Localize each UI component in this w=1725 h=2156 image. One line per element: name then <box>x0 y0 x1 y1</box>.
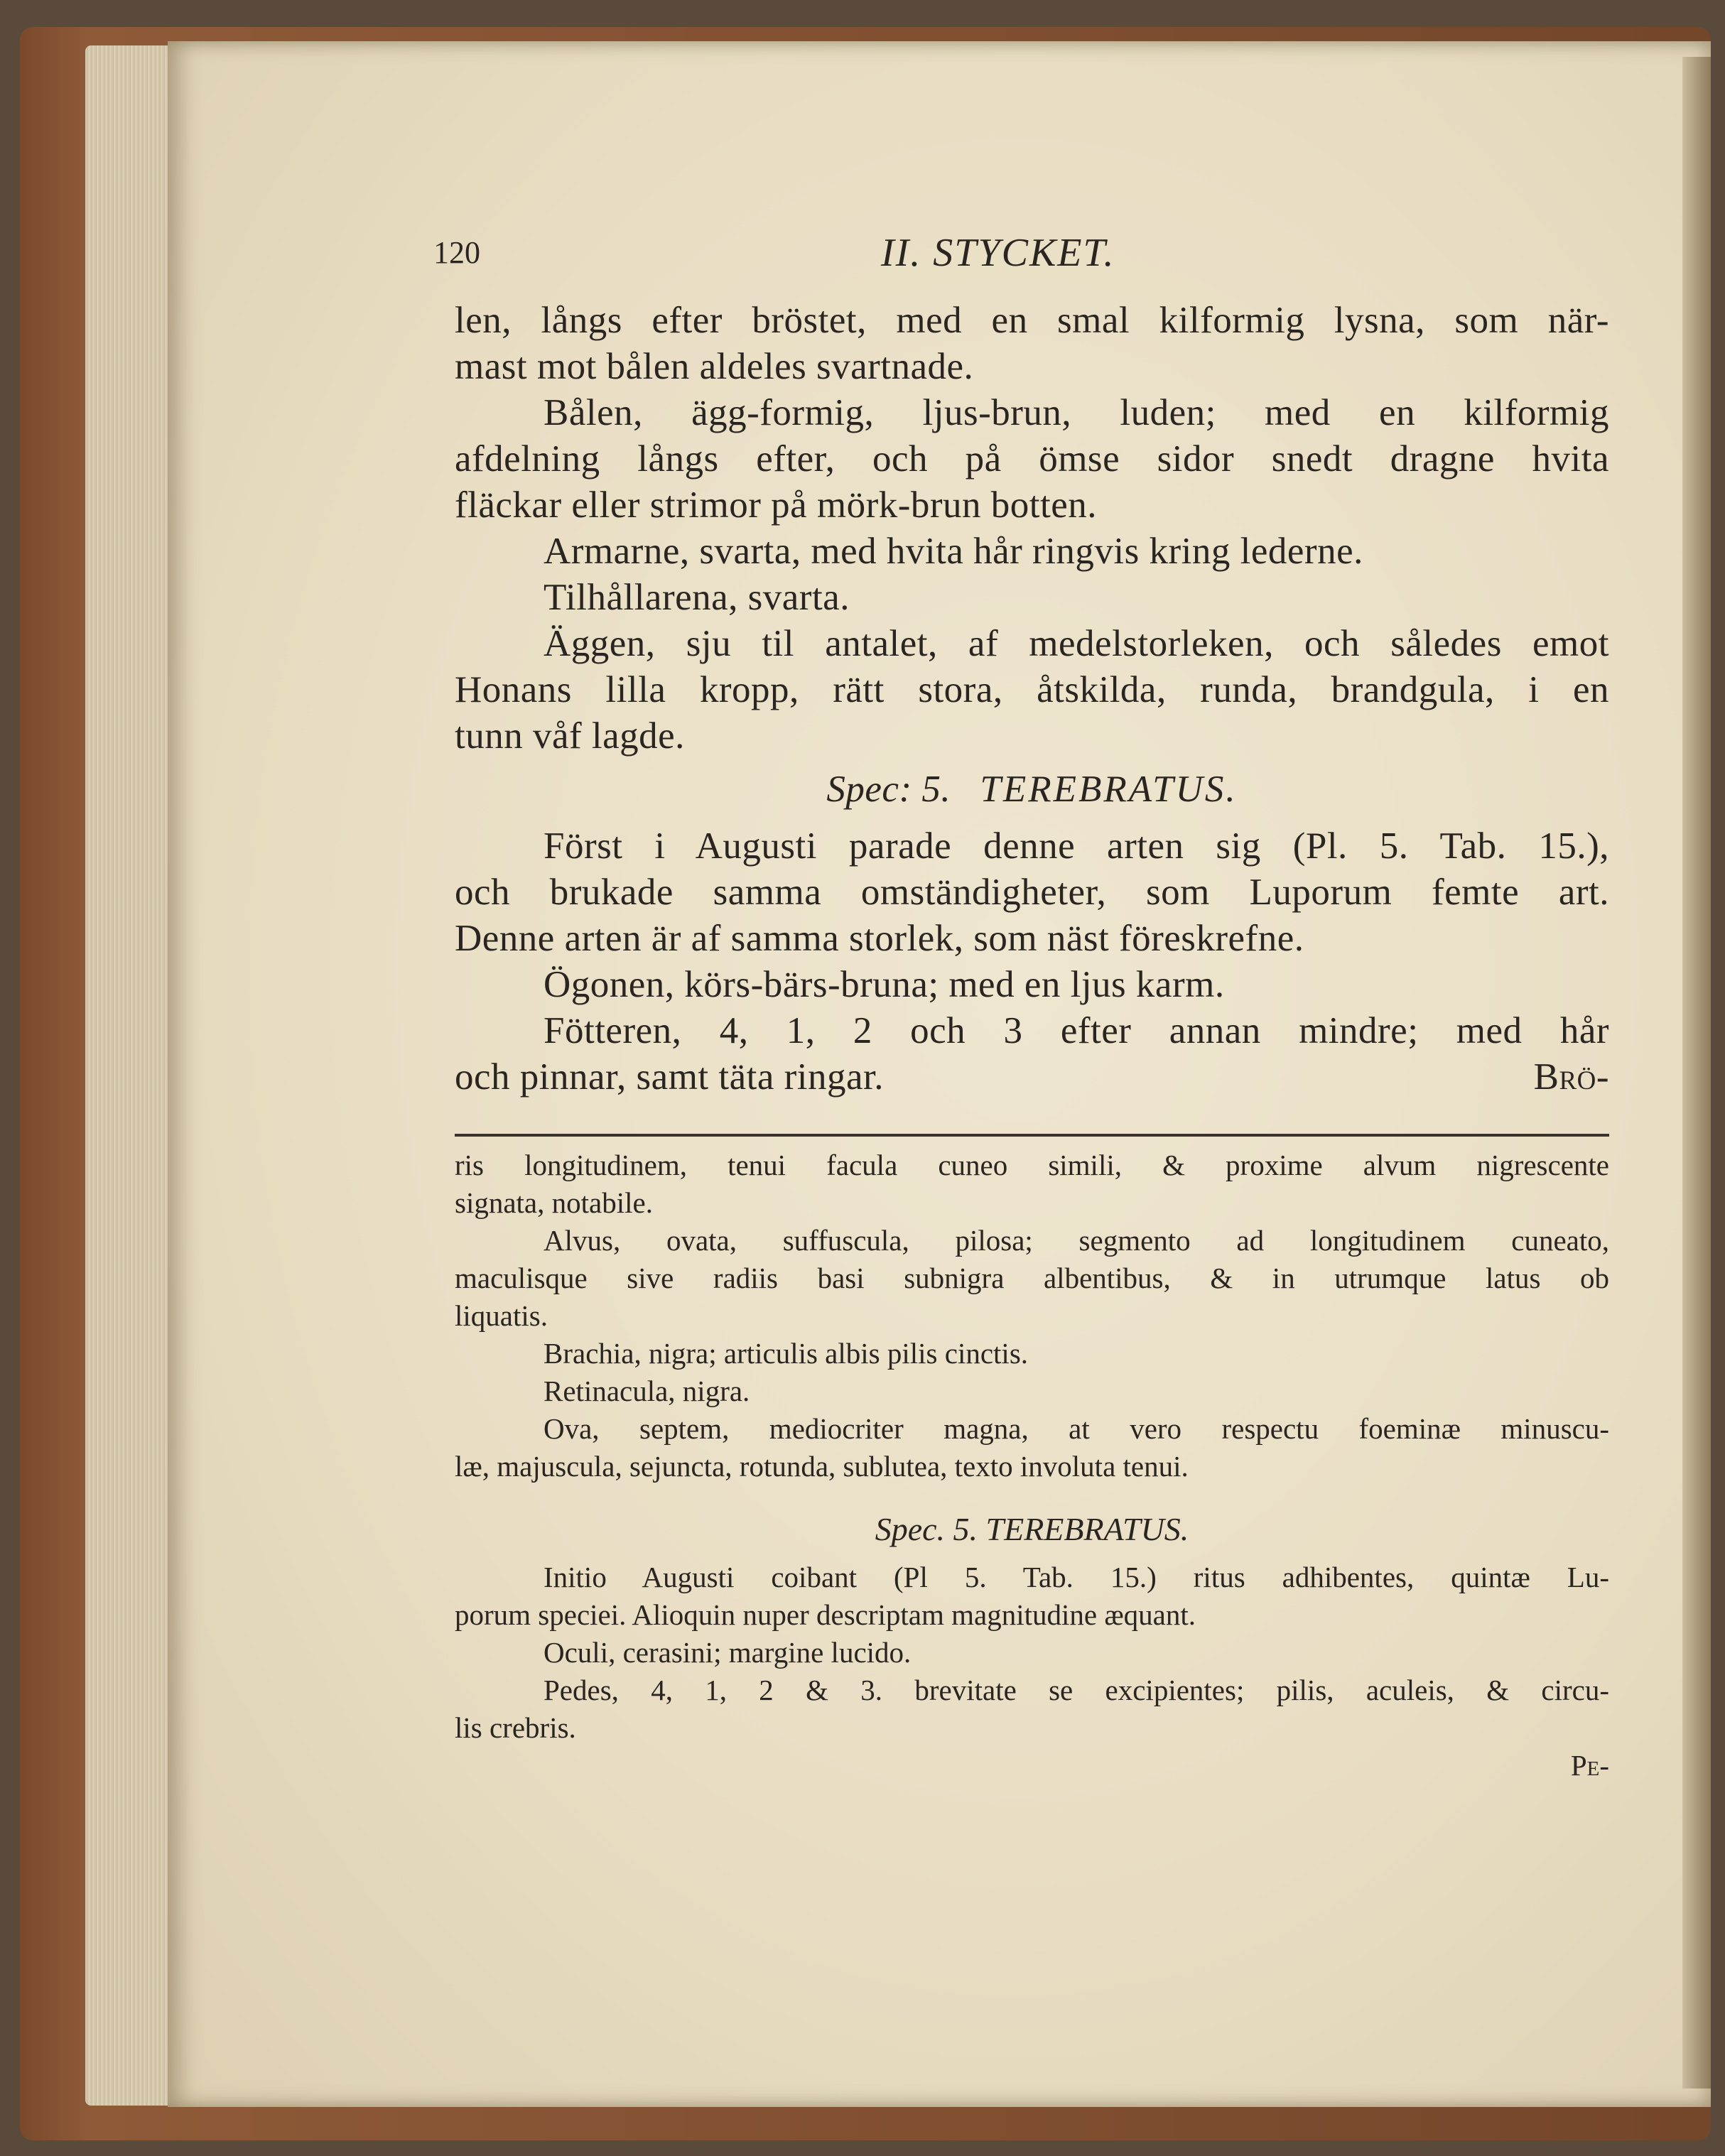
text-line: Honans lilla kropp, rätt stora, åtskilda, runda, brandgula, i en <box>455 669 1609 710</box>
text-line: len, långs efter bröstet, med en smal kilformig lysna, som när- <box>455 300 1609 341</box>
text-line-content: och pinnar, samt täta ringar. <box>455 1056 885 1098</box>
catchword: Brö- <box>1533 1056 1609 1098</box>
text-line: afdelning långs efter, och på ömse sidor snedt dragne hvita <box>455 438 1609 480</box>
text-line: Denne arten är af samma storlek, som näst föreskrefne. <box>455 918 1304 959</box>
page-edges <box>85 45 178 2106</box>
running-head <box>433 231 1613 284</box>
text-line: læ, majuscula, sejuncta, rotunda, sublutea, texto involuta tenui. <box>455 1450 1189 1483</box>
text-line <box>455 1055 1609 1099</box>
page-gutter <box>1682 57 1711 2089</box>
text-line: Bålen, ägg-formig, ljus-brun, luden; med en kilformig <box>544 392 1609 433</box>
species-heading <box>455 767 1609 811</box>
species-name: TEREBRATUS. <box>980 769 1238 810</box>
running-title: II. STYCKET. <box>881 231 1115 275</box>
text-line: Armarne, svarta, med hvita hår ringvis kring lederne. <box>544 531 1363 572</box>
species-number: Spec: 5. <box>826 769 951 810</box>
text-line: Brachia, nigra; articulis albis pilis cinctis. <box>544 1337 1029 1370</box>
footnote-rule <box>455 1134 1609 1137</box>
text-line: Oculi, cerasini; margine lucido. <box>544 1636 912 1669</box>
text-line: lis crebris. <box>455 1711 576 1744</box>
text-line: Ova, septem, mediocriter magna, at vero respectu foeminæ minuscu- <box>544 1412 1609 1445</box>
page-number: 120 <box>433 235 480 270</box>
text-line: Pedes, 4, 1, 2 & 3. brevitate se excipientes; pilis, aculeis, & circu- <box>544 1674 1609 1706</box>
text-line: Initio Augusti coibant (Pl 5. Tab. 15.) ritus adhibentes, quintæ Lu- <box>544 1561 1609 1593</box>
text-line: maculisque sive radiis basi subnigra albentibus, & in utrumque latus ob <box>455 1262 1609 1294</box>
text-line: Alvus, ovata, suffuscula, pilosa; segmento ad longitudinem cuneato, <box>544 1224 1609 1257</box>
species-heading: Spec. 5. TEREBRATUS. <box>875 1511 1189 1547</box>
text-line: Först i Augusti parade denne arten sig (Pl. 5. Tab. 15.), <box>544 825 1609 867</box>
text-line: Äggen, sju til antalet, af medelstorleken, och således emot <box>544 623 1609 664</box>
text-line: Ögonen, körs-bärs-bruna; med en ljus karm. <box>544 964 1225 1005</box>
text-line: porum speciei. Alioquin nuper descriptam magnitudine æquant. <box>455 1598 1196 1631</box>
text-line: fläckar eller strimor på mörk-brun botten. <box>455 484 1098 526</box>
text-line: och brukade samma omständigheter, som Luporum femte art. <box>455 872 1609 913</box>
text-line: Tilhållarena, svarta. <box>544 577 850 618</box>
text-line: signata, notabile. <box>455 1186 653 1219</box>
catchword: Pe- <box>1570 1749 1609 1782</box>
text-line: tunn våf lagde. <box>455 715 685 757</box>
text-line: Retinacula, nigra. <box>544 1375 750 1407</box>
text-line: ris longitudinem, tenui facula cuneo simili, & proxime alvum nigrescente <box>455 1149 1609 1181</box>
text-line: mast mot bålen aldeles svartnade. <box>455 346 974 387</box>
text-line: liquatis. <box>455 1299 548 1332</box>
text-line: Fötteren, 4, 1, 2 och 3 efter annan mindre; med hår <box>544 1010 1609 1051</box>
